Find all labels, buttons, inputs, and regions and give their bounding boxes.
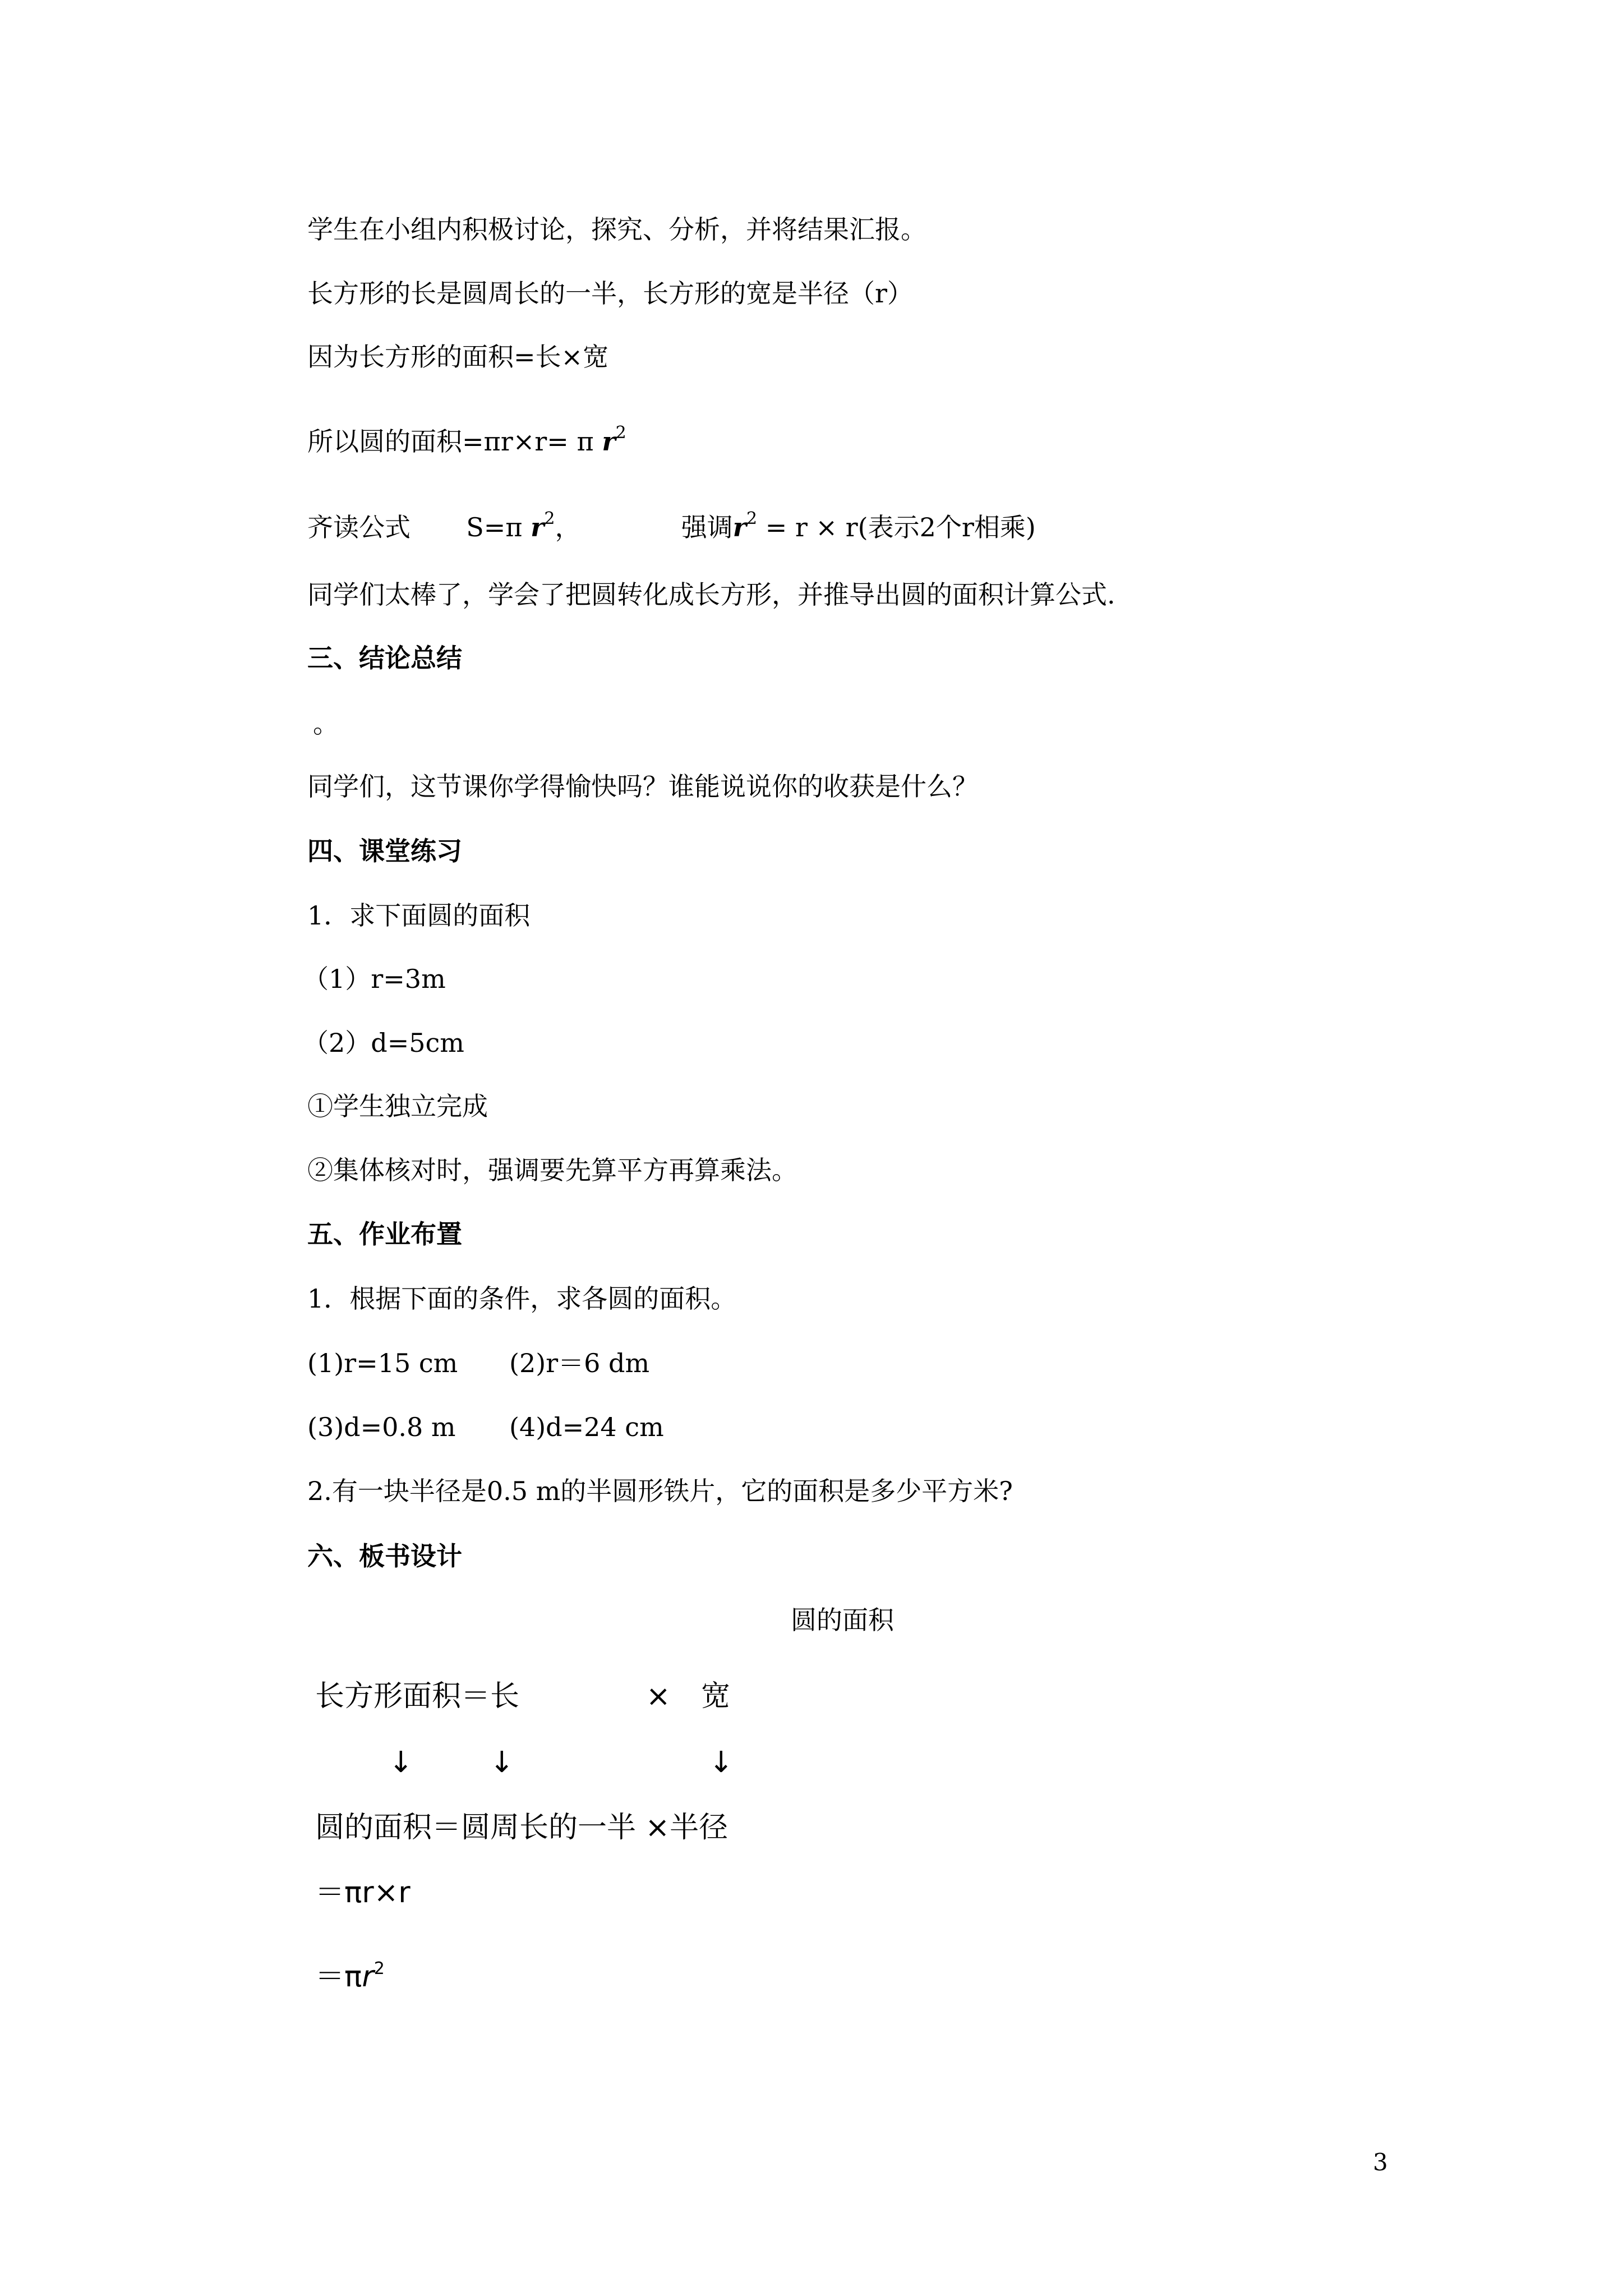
exercise-item: (4)d=24 cm (509, 1412, 664, 1442)
text-line: ①学生独立完成 (307, 1091, 488, 1121)
page-number: 3 (1373, 2148, 1388, 2176)
r-symbol: r (531, 512, 545, 542)
board-row-product: ＝πr×r (315, 1876, 411, 1910)
arrow-down-icon: ↓ (389, 1746, 413, 1779)
formula-line (307, 503, 1036, 543)
superscript-2: 2 (544, 509, 555, 528)
board-times: × (646, 1680, 671, 1713)
superscript-2: 2 (374, 1959, 385, 1978)
superscript-2: 2 (746, 509, 758, 528)
exercise-item: (1)r=15 cm (307, 1348, 458, 1378)
section-heading: 六、板书设计 (307, 1541, 462, 1571)
r-symbol: r (602, 426, 616, 457)
section-heading: 三、结论总结 (307, 643, 462, 673)
text-line: 长方形的长是圆周长的一半，长方形的宽是半径（r） (307, 278, 913, 309)
board-row-rectangle: 长方形面积＝长 (315, 1680, 520, 1713)
text-line: （2）d=5cm (303, 1028, 464, 1058)
text-line: （1）r=3m (303, 964, 446, 994)
text-line: 同学们太棒了，学会了把圆转化成长方形，并推导出圆的面积计算公式. (307, 579, 1115, 610)
text-line: 2.有一块半径是0.5 m的半圆形铁片，它的面积是多少平方米? (307, 1476, 1013, 1506)
text-line: 因为长方形的面积=长×宽 (307, 342, 609, 372)
text-line: 同学们，这节课你学得愉快吗？谁能说说你的收获是什么？ (307, 771, 978, 802)
arrow-down-icon: ↓ (490, 1746, 514, 1779)
section-heading: 五、作业布置 (307, 1219, 462, 1249)
superscript-2: 2 (615, 423, 626, 443)
exercise-item: (2)r＝6 dm (509, 1348, 650, 1378)
board-result-text: ＝π (315, 1960, 362, 1994)
text-line: 学生在小组内积极讨论，探究、分析，并将结果汇报。 (307, 214, 926, 245)
section-heading: 四、课堂练习 (307, 836, 462, 866)
board-width: 宽 (701, 1680, 731, 1713)
arrow-down-icon: ↓ (709, 1746, 734, 1779)
text-line: 1．根据下面的条件，求各圆的面积。 (307, 1283, 737, 1314)
formula-text: S=π (466, 512, 523, 542)
r-symbol: r (362, 1960, 374, 1994)
board-row-result (315, 1952, 385, 1994)
text-line: 1．求下面圆的面积 (307, 900, 531, 931)
formula-text: 所以圆的面积=πr×r= π (307, 426, 594, 457)
text-line: 。 (313, 708, 339, 739)
emphasis-label: 强调 (681, 512, 733, 542)
exercise-item: (3)d=0.8 m (307, 1412, 456, 1442)
formula-text: = r × r(表示2个r相乘) (765, 512, 1036, 542)
board-title: 圆的面积 (791, 1605, 894, 1635)
formula-line (307, 417, 626, 457)
formula-label: 齐读公式 (307, 512, 411, 542)
r-symbol: r (732, 512, 747, 542)
text-line: ②集体核对时，强调要先算平方再算乘法。 (307, 1155, 797, 1185)
comma: ， (555, 512, 581, 542)
board-row-circle: 圆的面积＝圆周长的一半 ×半径 (315, 1811, 728, 1844)
